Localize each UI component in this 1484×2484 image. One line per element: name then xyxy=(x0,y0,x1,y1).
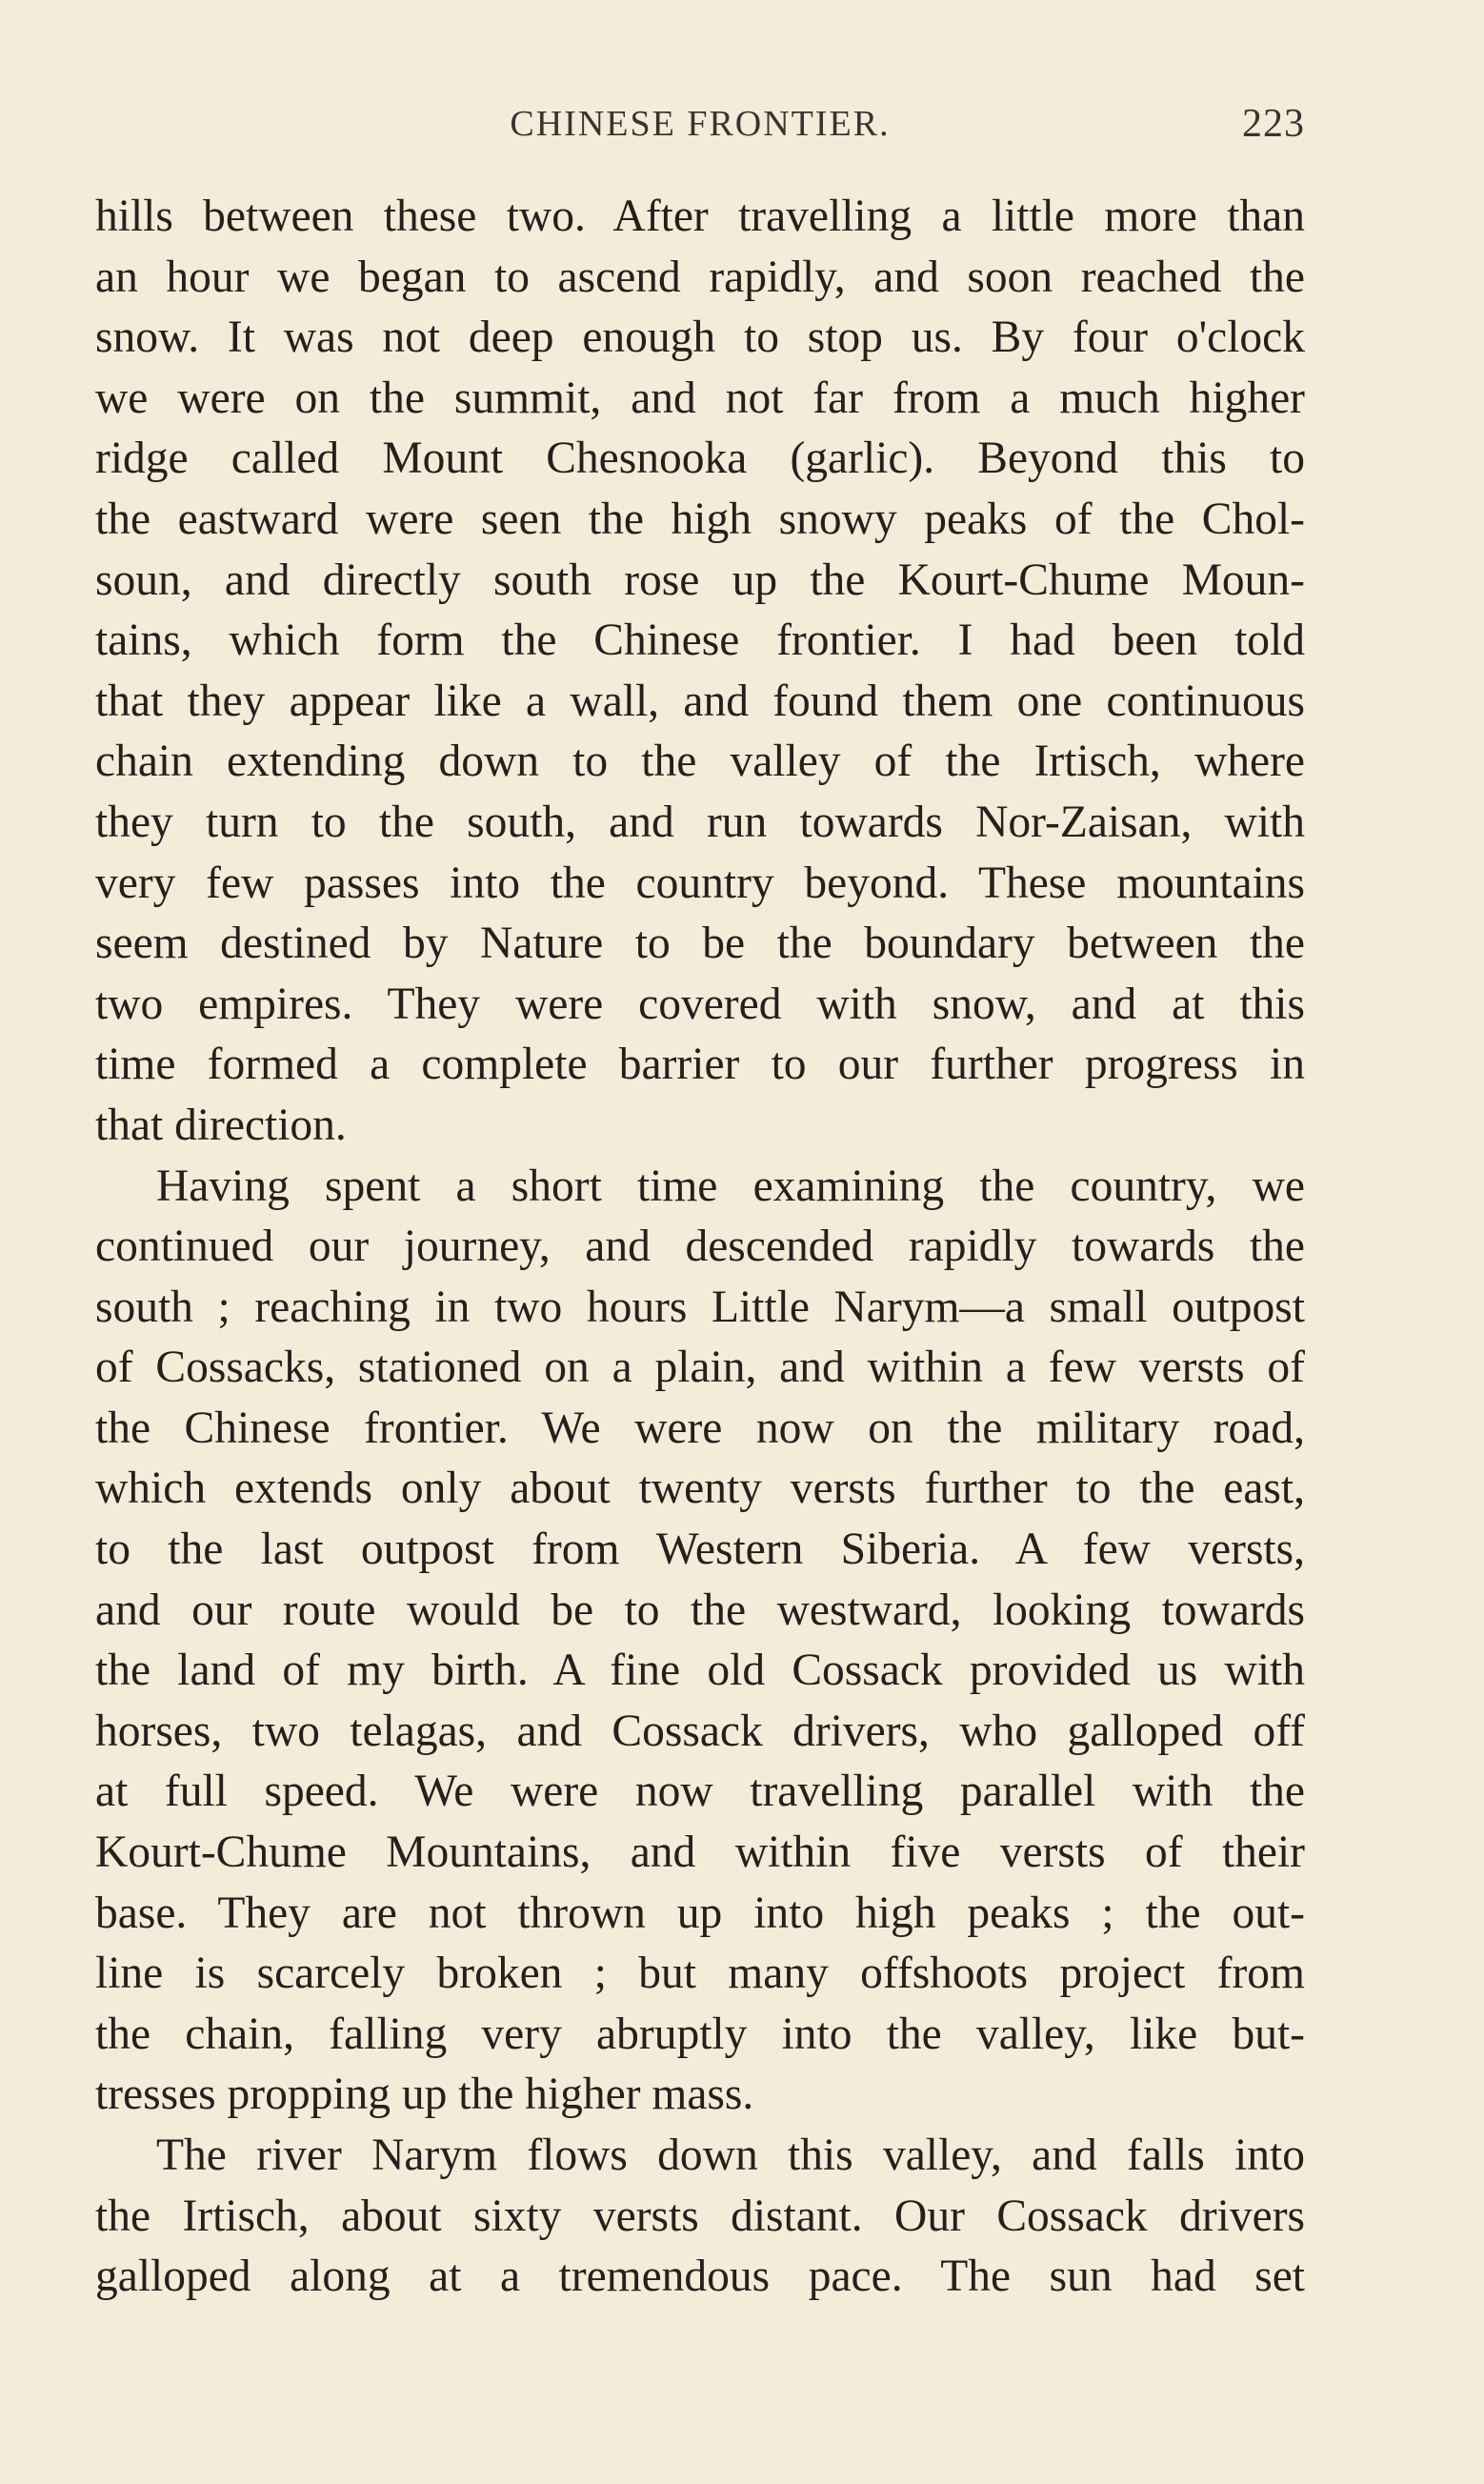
running-title: CHINESE FRONTIER. xyxy=(510,104,891,144)
paragraph-1 xyxy=(95,187,1305,1157)
text-line: that they appear like a wall, and found them one continuous xyxy=(95,676,1305,726)
text-line: The river Narym flows down this valley, and falls into xyxy=(156,2131,1305,2180)
running-head xyxy=(95,88,1305,154)
text-line: the chain, falling very abruptly into the valley, like but- xyxy=(95,2009,1305,2059)
text-line: tains, which form the Chinese frontier. I had been told xyxy=(95,616,1305,666)
text-line: ridge called Mount Chesnooka (garlic). Beyond this to xyxy=(95,434,1305,484)
text-line: continued our journey, and descended rapidly towards the xyxy=(95,1222,1305,1272)
text-line: of Cossacks, stationed on a plain, and within a few versts of xyxy=(95,1343,1305,1393)
paragraph-2 xyxy=(95,1157,1305,2127)
text-line: that direction. xyxy=(95,1100,347,1150)
text-line: tresses propping up the higher mass. xyxy=(95,2070,754,2120)
body-text xyxy=(95,187,1305,2308)
text-line: time formed a complete barrier to our further progress in xyxy=(95,1040,1305,1090)
text-line: the Chinese frontier. We were now on the military road, xyxy=(95,1403,1305,1453)
paragraph-3 xyxy=(95,2126,1305,2308)
text-line: and our route would be to the westward, looking towards xyxy=(95,1585,1305,1635)
text-line: two empires. They were covered with snow, and at this xyxy=(95,979,1305,1029)
text-line: Having spent a short time examining the country, we xyxy=(156,1161,1305,1211)
text-line: an hour we began to ascend rapidly, and soon reached the xyxy=(95,252,1305,302)
text-line: south ; reaching in two hours Little Narym—a small outpost xyxy=(95,1282,1305,1332)
text-line: at full speed. We were now travelling parallel with the xyxy=(95,1767,1305,1817)
text-line: Kourt-Chume Mountains, and within five versts of their xyxy=(95,1828,1305,1878)
text-line: which extends only about twenty versts further to the east, xyxy=(95,1464,1305,1514)
text-line: chain extending down to the valley of the Irtisch, where xyxy=(95,737,1305,787)
text-line: galloped along at a tremendous pace. The sun had set xyxy=(95,2252,1305,2302)
page-number: 223 xyxy=(1242,102,1305,146)
text-line: horses, two telagas, and Cossack drivers, who galloped off xyxy=(95,1706,1305,1756)
text-line: they turn to the south, and run towards Nor-Zaisan, with xyxy=(95,797,1305,847)
text-line: the eastward were seen the high snowy peaks of the Chol- xyxy=(95,494,1305,544)
text-line: to the last outpost from Western Siberia. A few versts, xyxy=(95,1525,1305,1575)
text-line: the Irtisch, about sixty versts distant. Our Cossack drivers xyxy=(95,2191,1305,2241)
text-line: base. They are not thrown up into high peaks ; the out- xyxy=(95,1888,1305,1938)
text-line: very few passes into the country beyond. These mountains xyxy=(95,858,1305,908)
text-line: we were on the summit, and not far from a much higher xyxy=(95,373,1305,423)
text-line: the land of my birth. A fine old Cossack provided us with xyxy=(95,1646,1305,1696)
text-line: hills between these two. After travelling a little more than xyxy=(95,192,1305,241)
text-line: line is scarcely broken ; but many offshoots project from xyxy=(95,1949,1305,1999)
text-line: seem destined by Nature to be the boundary between the xyxy=(95,919,1305,969)
text-line: soun, and directly south rose up the Kourt-Chume Moun- xyxy=(95,555,1305,605)
text-line: snow. It was not deep enough to stop us. By four o'clock xyxy=(95,313,1305,363)
